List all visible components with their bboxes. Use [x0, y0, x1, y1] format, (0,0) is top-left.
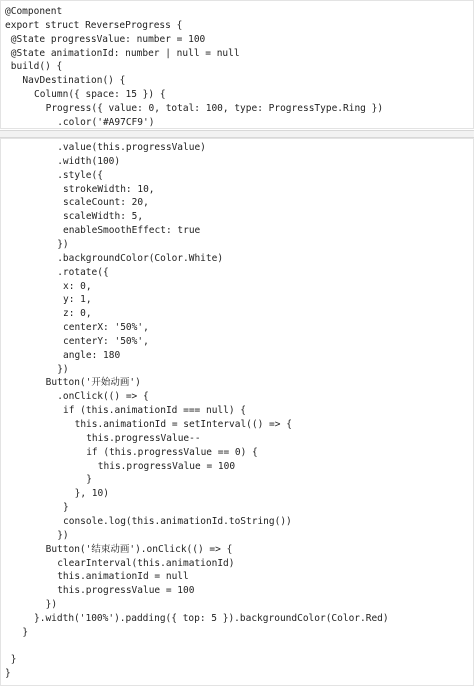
- code-line: @Component: [5, 6, 63, 17]
- code-line: .style({: [57, 169, 103, 181]
- code-line: }: [10, 654, 17, 666]
- code-line: }.width('100%').padding({ top: 5 }).backgroundColor(Color.Red): [34, 612, 389, 624]
- code-line: if (this.animationId === null) {: [63, 405, 247, 417]
- code-line: .width(100): [57, 155, 121, 167]
- code-line: enableSmoothEffect: true: [63, 225, 201, 237]
- code-line: strokeWidth: 10,: [63, 183, 155, 195]
- code-line: }: [22, 626, 29, 638]
- code-line: @State progressValue: number = 100: [10, 33, 206, 45]
- code-line: Column({ space: 15 }) {: [34, 89, 166, 101]
- code-line: angle: 180: [63, 349, 121, 361]
- code-panel-top: [0, 0, 474, 129]
- code-line: .color('#A97CF9'): [57, 116, 155, 128]
- code-line: build() {: [10, 61, 63, 73]
- code-line: console.log(this.animationId.toString()): [63, 515, 292, 527]
- code-panel-bottom: [0, 138, 474, 686]
- code-line: this.progressValue = 100: [57, 585, 195, 597]
- code-line: this.animationId = setInterval(() => {: [74, 419, 292, 430]
- code-line: }): [45, 599, 58, 611]
- code-line: Button('结束动画').onClick(() => {: [45, 543, 233, 555]
- code-line: x: 0,: [63, 280, 92, 292]
- code-line: centerY: '50%',: [63, 335, 149, 347]
- code-line: }): [57, 363, 69, 375]
- code-line: clearInterval(this.animationId): [57, 557, 235, 569]
- code-line: centerX: '50%',: [63, 322, 149, 334]
- code-line: .backgroundColor(Color.White): [57, 252, 224, 264]
- code-line: this.animationId = null: [57, 571, 189, 583]
- code-line: .rotate({: [57, 266, 109, 278]
- code-line: }): [57, 238, 69, 250]
- code-line: }: [5, 668, 11, 680]
- code-line: .value(this.progressValue): [57, 142, 206, 153]
- code-line: }: [86, 474, 92, 486]
- code-line: NavDestination() {: [22, 75, 126, 87]
- code-line: scaleWidth: 5,: [63, 211, 144, 223]
- code-line: if (this.progressValue == 0) {: [86, 446, 258, 458]
- code-line: }: [63, 502, 69, 514]
- code-line: z: 0,: [63, 308, 92, 320]
- code-line: this.progressValue--: [86, 432, 201, 444]
- code-line: this.progressValue = 100: [97, 460, 236, 472]
- code-line: scaleCount: 20,: [63, 197, 149, 209]
- code-separator: [0, 130, 474, 138]
- code-line: export struct ReverseProgress {: [5, 19, 183, 31]
- code-line: Button('开始动画'): [45, 377, 141, 389]
- code-line: @State animationId: number | null = null: [10, 47, 240, 59]
- code-line: .onClick(() => {: [57, 391, 149, 403]
- code-line: Progress({ value: 0, total: 100, type: ProgressType.Ring }): [45, 102, 384, 114]
- code-line: }): [57, 529, 69, 541]
- code-line: }, 10): [74, 488, 109, 500]
- code-line: y: 1,: [63, 294, 92, 306]
